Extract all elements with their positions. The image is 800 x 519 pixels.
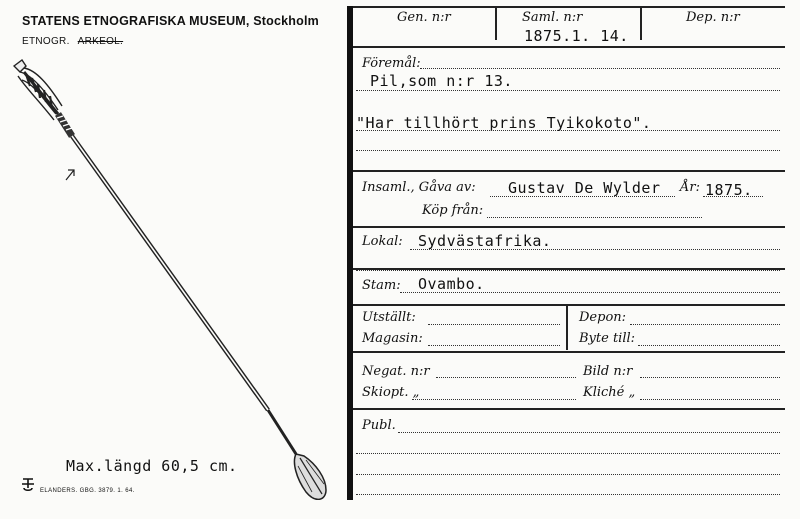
- utstallt-label: Utställt:: [362, 310, 416, 325]
- magasin-label: Magasin:: [362, 331, 423, 346]
- utstallt-dotline: [428, 324, 560, 325]
- department-line: [22, 36, 123, 47]
- skiopt-dotline: [412, 399, 576, 400]
- foremal-label: Föremål:: [362, 56, 421, 71]
- ar-value: 1875.: [705, 181, 753, 199]
- max-length-text: Max.längd 60,5 cm.: [66, 457, 238, 475]
- publ-dotline-4: [356, 494, 780, 495]
- rule-header: [353, 46, 785, 48]
- publ-dotline-2: [356, 453, 780, 454]
- skiopt-label: Skiopt. „: [362, 385, 420, 400]
- kliche-dotline: [640, 399, 780, 400]
- foremal-dotline: [420, 68, 780, 69]
- foremal-value: Pil,som n:r 13.: [370, 72, 513, 90]
- rule-negat: [353, 408, 785, 410]
- kliche-label: Kliché „: [583, 385, 636, 400]
- lokal-dotline-2: [356, 270, 780, 271]
- publ-dotline: [398, 432, 780, 433]
- dep-nr-label: Dep. n:r: [686, 10, 740, 25]
- card-top-border: [353, 6, 785, 8]
- kop-fran-dotline: [487, 217, 702, 218]
- lokal-dotline: [410, 249, 780, 250]
- magasin-dotline: [428, 345, 560, 346]
- ar-dotline: [703, 196, 763, 197]
- arrow-point: [268, 410, 326, 499]
- foremal-dotline-2: [356, 90, 780, 91]
- saml-nr-value: 1875.1. 14.: [524, 27, 629, 45]
- arrow-illustration-icon: [0, 50, 345, 500]
- note-value: "Har tillhört prins Tyikokoto".: [356, 114, 652, 132]
- pointer-mark-icon: [66, 170, 74, 180]
- department-arkeol-struck: ARKEOL.: [77, 36, 124, 47]
- rule-utstallt: [353, 351, 785, 353]
- negat-label: Negat. n:r: [362, 364, 430, 379]
- ar-label: År:: [680, 180, 700, 195]
- stam-dotline: [400, 292, 780, 293]
- divider-utstallt-depon: [566, 306, 568, 350]
- divider-saml-dep: [640, 6, 642, 40]
- bild-label: Bild n:r: [583, 364, 633, 379]
- depon-label: Depon:: [579, 310, 627, 325]
- card-left-border: [347, 6, 353, 500]
- kop-fran-label: Köp från:: [422, 203, 484, 218]
- rule-stam: [353, 304, 785, 306]
- insaml-value: Gustav De Wylder: [508, 179, 661, 197]
- rule-foremal: [353, 170, 785, 172]
- publ-dotline-3: [356, 474, 780, 475]
- negat-dotline: [436, 377, 576, 378]
- rule-insaml: [353, 226, 785, 228]
- museum-title: STATENS ETNOGRAFISKA MUSEUM, Stockholm: [22, 14, 319, 28]
- printer-logo-icon: [20, 476, 36, 492]
- arrow-shaft: [72, 136, 268, 410]
- rule-lokal: [353, 268, 785, 270]
- stam-label: Stam:: [362, 278, 401, 293]
- printer-line: ELANDERS. GBG. 3879. 1. 64.: [40, 488, 135, 494]
- gen-nr-label: Gen. n:r: [397, 10, 451, 25]
- note-dotline-2: [356, 150, 780, 151]
- lokal-label: Lokal:: [362, 234, 403, 249]
- publ-label: Publ.: [362, 418, 396, 433]
- saml-nr-label: Saml. n:r: [522, 10, 583, 25]
- arrow-binding: [57, 114, 72, 136]
- insaml-label: Insaml., Gåva av:: [362, 180, 476, 195]
- byte-till-label: Byte till:: [579, 331, 636, 346]
- bild-dotline: [640, 377, 780, 378]
- divider-gen-saml: [495, 6, 497, 40]
- department-etnogr: ETNOGR.: [22, 36, 70, 47]
- depon-dotline: [630, 324, 780, 325]
- stam-value: Ovambo.: [418, 275, 485, 293]
- arrow-fletching: [14, 60, 62, 120]
- note-dotline: [356, 130, 780, 131]
- lokal-value: Sydvästafrika.: [418, 232, 552, 250]
- byte-till-dotline: [638, 345, 780, 346]
